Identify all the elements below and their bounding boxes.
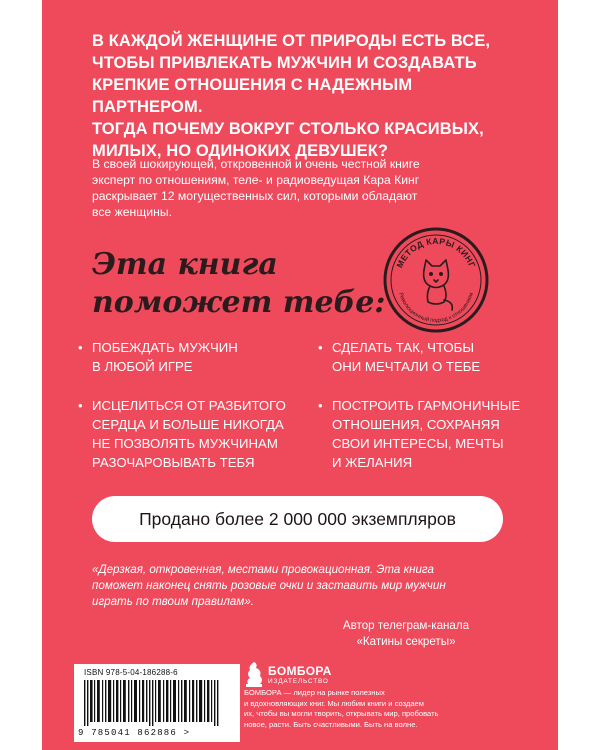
- benefit-line: РАЗОЧАРОВЫВАТЬ ТЕБЯ: [92, 455, 255, 470]
- benefit-line: ПОСТРОИТЬ ГАРМОНИЧНЫЕ: [332, 398, 521, 413]
- publisher-wave-icon: [244, 660, 264, 688]
- benefit-line: ОНИ МЕЧТАЛИ О ТЕБЕ: [332, 359, 481, 374]
- bullet-dot-icon: •: [78, 398, 83, 413]
- review-quote: [92, 562, 522, 610]
- publisher-description: [244, 688, 464, 730]
- benefit-line: СВОИ ИНТЕРЕСЫ, МЕЧТЫ: [332, 436, 504, 451]
- quote-author: [306, 618, 506, 650]
- intro-line: все женщины.: [92, 205, 172, 219]
- stamp-bottom-text: Революционный подход к отношениям: [397, 291, 475, 325]
- quote-author-line: Автор телеграм-канала: [342, 619, 470, 632]
- headline-line: МИЛЫХ, НО ОДИНОКИХ ДЕВУШЕК?: [92, 142, 389, 160]
- benefit-line: И ЖЕЛАНИЯ: [332, 455, 413, 470]
- benefit-line: В ЛЮБОЙ ИГРЕ: [92, 359, 193, 374]
- publisher-name: БОМБОРА: [268, 664, 332, 678]
- barcode-digits: 9 785041 862886 >: [78, 728, 191, 738]
- intro-paragraph: [92, 156, 512, 220]
- benefit-line: СДЕЛАТЬ ТАК, ЧТОБЫ: [332, 340, 475, 355]
- benefit-item: [318, 338, 481, 376]
- benefit-line: ИСЦЕЛИТЬСЯ ОТ РАЗБИТОГО: [92, 398, 286, 413]
- publisher-line: новое, расти. Быть счастливыми. Быть на волне.: [244, 719, 418, 729]
- publisher-line: их, чтобы вы могли творить, открывать мир, пробовать: [244, 709, 439, 718]
- benefit-item: [318, 396, 521, 472]
- help-title-line: поможет тебе:: [92, 285, 386, 320]
- cat-icon: [424, 260, 453, 310]
- quote-line: играть по твоим правилам».: [92, 595, 254, 608]
- bullet-dot-icon: •: [318, 340, 323, 355]
- benefit-line: НЕ ПОЗВОЛЯТЬ МУЖЧИНАМ: [92, 436, 278, 451]
- intro-line: эксперт по отношениям, теле- и радиоведущая Кара Кинг: [92, 173, 420, 187]
- help-title: [92, 246, 385, 322]
- isbn-label: ISBN 978-5-04-186288-6: [84, 668, 178, 677]
- book-back-cover: [42, 0, 558, 750]
- intro-line: раскрывает 12 могущественных сил, которыми обладают: [92, 189, 418, 203]
- headline: [92, 30, 522, 162]
- method-stamp: [382, 226, 490, 334]
- copies-sold-badge: [92, 496, 503, 542]
- bullet-dot-icon: •: [78, 340, 83, 355]
- benefit-line: СЕРДЦА И БОЛЬШЕ НИКОГДА: [92, 417, 284, 432]
- quote-line: «Дерзкая, откровенная, местами провокационная. Эта книга: [92, 563, 434, 576]
- publisher-line: и вдохновляющих книг. Мы любим книги и создаем: [244, 698, 425, 708]
- benefit-item: [78, 338, 238, 376]
- bullet-dot-icon: •: [318, 398, 323, 413]
- benefits-list: [78, 338, 532, 478]
- headline-line: ТОГДА ПОЧЕМУ ВОКРУГ СТОЛЬКО КРАСИВЫХ,: [92, 120, 484, 138]
- benefit-line: ОТНОШЕНИЯ, СОХРАНЯЯ: [332, 417, 500, 432]
- headline-line: В КАЖДОЙ ЖЕНЩИНЕ ОТ ПРИРОДЫ ЕСТЬ ВСЕ,: [92, 32, 491, 50]
- publisher-line: БОМБОРА — лидер на рынке полезных: [244, 688, 385, 697]
- headline-line: ЧТОБЫ ПРИВЛЕКАТЬ МУЖЧИН И СОЗДАВАТЬ: [92, 54, 477, 72]
- barcode-box: [74, 664, 240, 742]
- quote-line: поможет наконец снять розовые очки и заставить мир мужчин: [92, 579, 446, 592]
- publisher-subtitle: ИЗДАТЕЛЬСТВО: [268, 678, 329, 685]
- barcode-icon: [84, 680, 232, 726]
- stamp-top-text: МЕТОД КАРЫ КИНГ: [394, 235, 478, 270]
- headline-line: КРЕПКИЕ ОТНОШЕНИЯ С НАДЕЖНЫМ ПАРТНЕРОМ.: [92, 76, 413, 116]
- intro-line: В своей шокирующей, откровенной и очень честной книге: [92, 157, 420, 171]
- quote-author-line: «Катины секреты»: [356, 635, 456, 648]
- copies-sold-text: Продано более 2 000 000 экземпляров: [139, 508, 456, 529]
- benefit-line: ПОБЕЖДАТЬ МУЖЧИН: [92, 340, 238, 355]
- help-title-line: Эта книга: [92, 247, 278, 282]
- benefit-item: [78, 396, 286, 472]
- publisher-logo: [244, 660, 334, 690]
